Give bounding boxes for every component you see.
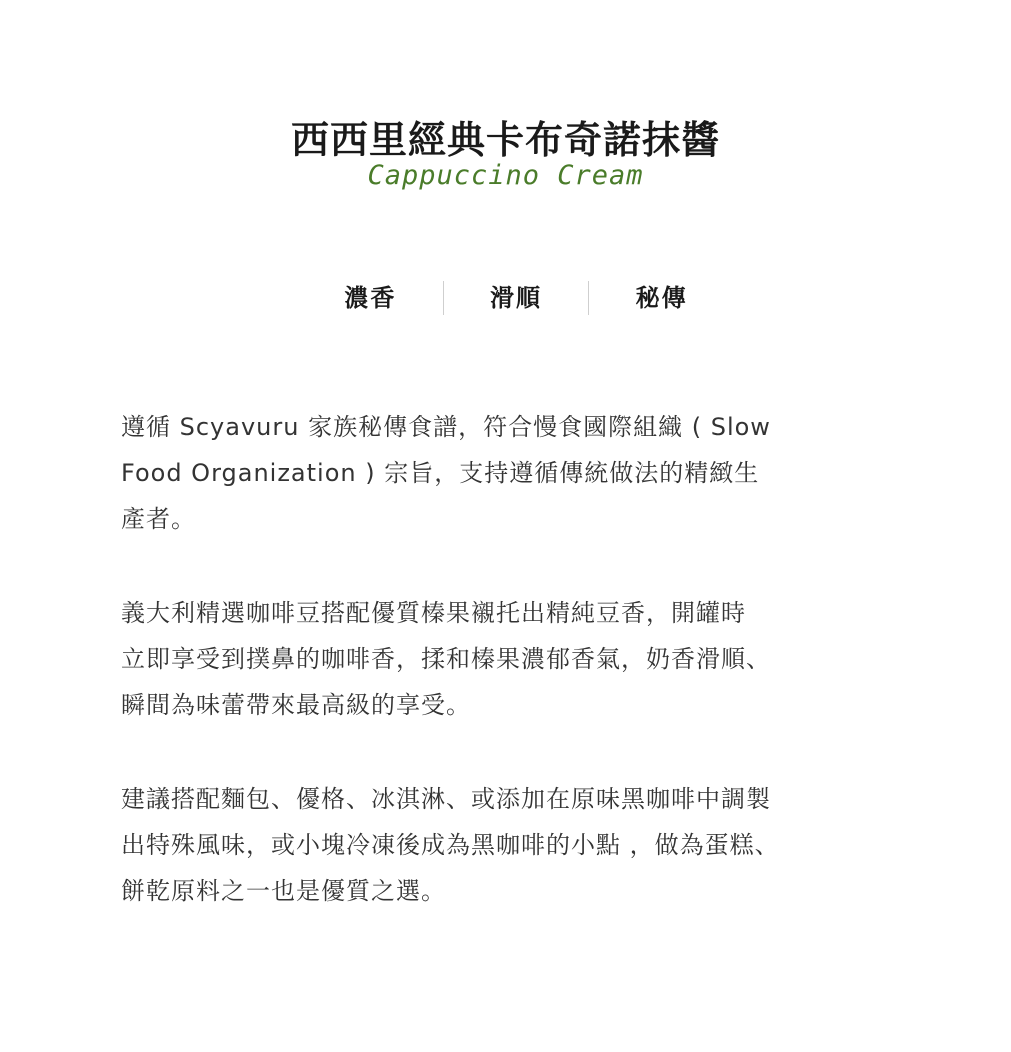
feature-tag-rich-aroma: 濃香	[344, 284, 397, 312]
product-description	[121, 404, 861, 962]
description-paragraph-flavor: 義大利精選咖啡豆搭配優質榛果襯托出精純豆香，開罐時 立即享受到撲鼻的咖啡香，揉和榛果濃郁香氣，奶香滑順、 瞬間為味蕾帶來最高級的享受。	[121, 599, 771, 719]
feature-tags	[298, 280, 734, 316]
description-paragraph-recipe: 遵循 Scyavuru 家族秘傳食譜，符合慢食國際組織 ( Slow Food Organization ) 宗旨，支持遵循傳統做法的精緻生 產者。	[121, 413, 771, 533]
feature-tag-secret-recipe: 秘傳	[635, 284, 688, 312]
description-paragraph-serving: 建議搭配麵包、優格、冰淇淋、或添加在原味黑咖啡中調製 出特殊風味，或小塊冷凍後成為黑咖啡的小點 ，做為蛋糕、 餅乾原料之一也是優質之選。	[121, 785, 780, 905]
product-title: 西西里經典卡布奇諾抹醬	[290, 117, 720, 163]
feature-tag-smooth: 滑順	[490, 284, 542, 312]
product-subtitle: Cappuccino Cream	[367, 160, 644, 191]
